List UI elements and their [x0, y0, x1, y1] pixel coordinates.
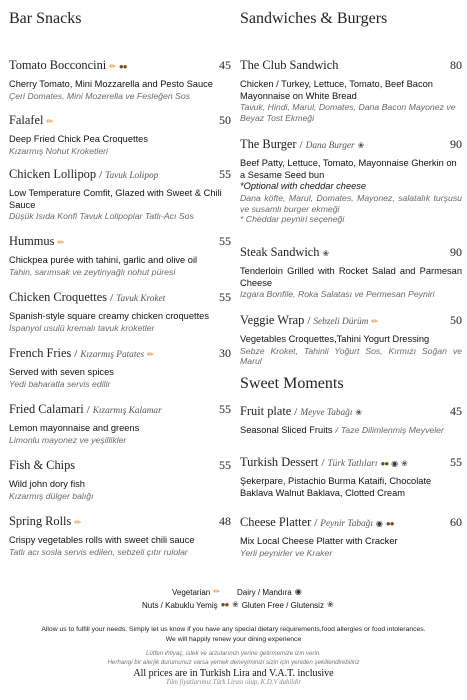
- item-price: 48: [219, 514, 231, 528]
- menu-item-hummus: [9, 234, 231, 277]
- item-price: 55: [219, 167, 231, 181]
- item-price: 80: [450, 58, 462, 72]
- nuts-icon: ●●: [385, 519, 394, 528]
- item-price: 45: [450, 404, 462, 418]
- menu-item-cheese-platter: Cheese Platter / Peynir Tabağı ◉ ●● 60 Mix Local Cheese Platter with Cracker Yerli peynirler ve Kraker: [240, 515, 462, 558]
- item-name-tr: Meyve Tabağı: [300, 408, 353, 418]
- carrot-icon: ✏: [109, 62, 116, 71]
- cow-icon: ◉: [294, 587, 302, 596]
- legend-dairy: Dairy / Mandıra ◉: [237, 587, 302, 597]
- menu-item-falafel: [9, 113, 231, 156]
- item-description: Served with seven spices: [9, 367, 114, 377]
- item-description-tr: Çeri Domates, Mini Mozerella ve Fesleğen Sos: [9, 90, 191, 101]
- section-title-bar-snacks: Bar Snacks: [9, 10, 82, 27]
- menu-item-tomato-bocconcini: [9, 58, 231, 101]
- item-price: 55: [219, 234, 231, 248]
- item-description-tr: Kızarmış Nohut Kroketleri: [9, 145, 108, 156]
- item-price: 45: [219, 58, 231, 72]
- item-name-tr: Tavuk Kroket: [116, 294, 166, 304]
- item-description-tr: Tatlı acı sosla servis edilen, sebzeli çıtır rulolar: [9, 546, 188, 557]
- item-description-tr: Sebze Kroket, Tahinli Yoğurt Sos, Kırmızı Soğan ve Marul: [240, 345, 462, 367]
- dietary-note-2: We will happily renew your dining experience: [165, 636, 302, 643]
- item-name: Chicken Lollipop: [9, 167, 97, 181]
- item-description-tr: İspanyol usulü kremalı tavuk kroketler: [9, 322, 155, 333]
- footer-notes: [0, 625, 467, 687]
- item-price: 50: [219, 113, 231, 127]
- item-description: Tenderloin Grilled with Rocket Salad and Parmesan Cheese: [240, 266, 462, 288]
- menu-item-club-sandwich: [240, 58, 462, 124]
- item-name: French Fries: [9, 346, 72, 360]
- carrot-icon: ✏: [213, 587, 220, 596]
- item-description: Crispy vegetables rolls with sweet chili sauce: [9, 535, 195, 545]
- menu-item-veggie-wrap: Veggie Wrap / Sebzeli Dürüm ✏ 50 Vegetables Croquettes,Tahini Yogurt Dressing Sebze Kroket, Tahinli Yoğurt Sos, Kırmızı Soğan ve Marul: [240, 313, 462, 367]
- item-name: Fruit plate: [240, 404, 292, 418]
- menu-item-fruit-plate: Fruit plate / Meyve Tabağı ❀ 45 Seasonal Sliced Fruits / Taze Dilimlenmiş Meyveler: [240, 404, 462, 435]
- item-description: Cherry Tomato, Mini Mozzarella and Pesto Sauce: [9, 79, 213, 89]
- item-name-tr: Kızarmış Patates: [80, 350, 145, 360]
- item-name: Steak Sandwich: [240, 245, 320, 259]
- legend-nuts: Nuts / Kabuklu Yemiş ●●: [142, 600, 229, 610]
- item-name-tr: Kızarmış Kalamar: [92, 406, 162, 416]
- item-name: Spring Rolls: [9, 514, 72, 528]
- menu-item-fried-calamari: Fried Calamari / Kızarmış Kalamar 55 Lemon mayonnaise and greens Limonlu mayonez ve yeşillikler: [9, 402, 231, 445]
- menu-item-turkish-dessert: Turkish Dessert / Türk Tatlıları ●● ◉ ❀ 55 Şekerpare, Pistachio Burma Kataifi, Chocolate Baklava Walnut Baklava, Clotted Cream: [240, 455, 462, 498]
- item-option: *Optional with cheddar cheese: [240, 181, 367, 192]
- item-description-tr: Kızarmış dülger balığı: [9, 490, 94, 501]
- item-description: Vegetables Croquettes,Tahini Yogurt Dressing: [240, 334, 430, 344]
- item-price: 30: [219, 346, 231, 360]
- cow-icon: ◉: [375, 519, 383, 528]
- item-description: Chicken / Turkey, Lettuce, Tomato, Beef Bacon Mayonnaise on White Bread: [240, 79, 433, 101]
- menu-item-chicken-croquettes: Chicken Croquettes / Tavuk Kroket 55 Spanish-style square creamy chicken croquettes İspanyol usulü kremalı tavuk kroketler: [9, 290, 231, 333]
- carrot-icon: ✏: [371, 317, 379, 326]
- cow-icon: ◉: [391, 459, 399, 468]
- item-name: Tomato Bocconcini: [9, 58, 107, 72]
- item-price: 55: [450, 455, 462, 469]
- wheat-icon: ❀: [232, 600, 239, 609]
- item-description: Beef Patty, Lettuce, Tomato, Mayonnaise Gherkin on a Sesame Seed bun: [240, 158, 457, 180]
- wheat-icon: ❀: [326, 600, 334, 609]
- wheat-icon: ❀: [322, 249, 330, 258]
- carrot-icon: ✏: [74, 518, 82, 527]
- item-name: The Club Sandwich: [240, 58, 339, 72]
- item-description-tr: Taze Dilimlenmiş Meyveler: [340, 425, 444, 435]
- item-description: Lemon mayonnaise and greens: [9, 423, 140, 433]
- item-price: 55: [219, 402, 231, 416]
- item-description: Spanish-style square creamy chicken croquettes: [9, 311, 209, 321]
- item-name: Fried Calamari: [9, 402, 84, 416]
- item-description-tr: Tahin, sarımsak ve zeytinyağlı nohut püresi: [9, 266, 176, 277]
- item-description: Deep Fried Chick Pea Croquettes: [9, 134, 149, 144]
- item-description: Mix Local Cheese Platter with Cracker: [240, 536, 398, 546]
- nuts-icon: ●●: [220, 600, 229, 609]
- item-name: Hummus: [9, 234, 55, 248]
- carrot-icon: ✏: [46, 117, 54, 126]
- item-name-tr: Tavuk Lolipop: [105, 171, 159, 181]
- item-price: 50: [450, 313, 462, 327]
- item-name: Fish & Chips: [9, 458, 76, 472]
- menu-item-chicken-lollipop: Chicken Lollipop / Tavuk Lolipop 55 Low Temperature Comfit, Glazed with Sweet & Chili Sauce Düşük Isıda Konfi Tavuk Lolipoplar Tatlı-Acı Sos: [9, 167, 231, 222]
- legend-gluten: ❀ Gluten Free / Glutensiz ❀: [232, 600, 334, 610]
- item-description: Chickpea purée with tahini, garlic and olive oil: [9, 255, 198, 265]
- item-description-tr: Yerli peynirler ve Kraker: [240, 547, 333, 558]
- item-name-tr: Sebzeli Dürüm: [313, 317, 369, 327]
- item-price: 90: [450, 137, 462, 151]
- price-note: All prices are in Turkish Lira and V.A.T. inclusive: [133, 668, 334, 679]
- item-name: Veggie Wrap: [240, 313, 305, 327]
- item-description-tr: Izgara Bonfile, Roka Salatası ve Permesan Peyniri: [240, 289, 435, 300]
- item-name-tr: Türk Tatlıları: [327, 459, 378, 469]
- item-description-tr: Düşük Isıda Konfi Tavuk Lolipoplar Tatlı-Acı Sos: [9, 211, 194, 222]
- carrot-icon: ✏: [147, 350, 154, 359]
- item-description: Wild john dory fish: [9, 479, 85, 489]
- dietary-note: Allow us to fulfill your needs. Simply let us know if you have any special dietary requirements,food allergies or food intolerances.: [41, 626, 426, 633]
- wheat-icon: ❀: [355, 408, 363, 417]
- item-price: 55: [219, 290, 231, 304]
- item-name: The Burger: [240, 137, 297, 151]
- item-description-tr: Dana köfte, Marul, Domates, Mayonez, salatalık turşusu ve susamlı burger ekmeği: [240, 192, 462, 214]
- item-description: Seasonal Sliced Fruits: [240, 425, 333, 435]
- dietary-note-tr-2: Herhangi bir alerjik durumunuz varsa yemek deneyiminizi sizin için yeniden şekillendirebiliriz: [107, 659, 360, 666]
- dietary-note-tr: Lütfen ihtiyaç, istek ve arzularınızı yerine getirmemize izin verin.: [145, 650, 322, 657]
- nuts-icon: ●●: [118, 62, 127, 71]
- legend-vegetarian: Vegetarian ✏: [172, 587, 220, 597]
- item-option-tr: * Cheddar peyniri seçeneği: [240, 214, 345, 225]
- item-price: 90: [450, 245, 462, 259]
- menu-item-spring-rolls: [9, 514, 231, 557]
- price-note-tr: Tüm fiyatlarımız Türk Lirası olup, K.D.V dahildir: [165, 679, 302, 686]
- wheat-icon: ❀: [401, 459, 408, 468]
- item-name-tr: Peynir Tabağı: [320, 519, 373, 529]
- item-price: 60: [450, 515, 462, 529]
- item-description-tr: Yedi baharatla servis edilir: [9, 378, 111, 389]
- item-description: Şekerpare, Pistachio Burma Kataifi, Chocolate Baklava Walnut Baklava, Clotted Cream: [240, 476, 432, 498]
- item-name-tr: Dana Burger: [305, 141, 355, 151]
- wheat-icon: ❀: [357, 141, 365, 150]
- menu-item-french-fries: French Fries / Kızarmış Patates ✏ 30 Served with seven spices Yedi baharatla servis edilir: [9, 346, 231, 389]
- nuts-icon: ●●: [380, 459, 389, 468]
- item-description-tr: Limonlu mayonez ve yeşillikler: [9, 434, 127, 445]
- item-name: Falafel: [9, 113, 44, 127]
- item-price: 55: [219, 458, 231, 472]
- section-title-sandwiches: Sandwiches & Burgers: [240, 10, 388, 27]
- menu-item-fish-chips: [9, 458, 231, 501]
- item-description: Low Temperature Comfit, Glazed with Sweet & Chili Sauce: [9, 188, 222, 210]
- section-title-sweet-moments: Sweet Moments: [240, 375, 344, 392]
- item-name: Chicken Croquettes: [9, 290, 108, 304]
- menu-item-steak-sandwich: [240, 245, 462, 300]
- item-description-tr: Tavuk, Hindi, Marul, Domates, Dana Bacon Mayonez ve Beyaz Tost Ekmeği: [240, 102, 456, 123]
- carrot-icon: ✏: [57, 238, 65, 247]
- item-name: Cheese Platter: [240, 515, 312, 529]
- menu-item-the-burger: The Burger / Dana Burger ❀ 90 Beef Patty, Lettuce, Tomato, Mayonnaise Gherkin on a Sesame Seed bun *Optional with cheddar cheese Dana köfte, Marul, Domates, Mayonez, salatalık turşusu ve susamlı burger ekmeği * Cheddar peyniri seçeneği: [240, 137, 462, 225]
- item-name: Turkish Dessert: [240, 455, 319, 469]
